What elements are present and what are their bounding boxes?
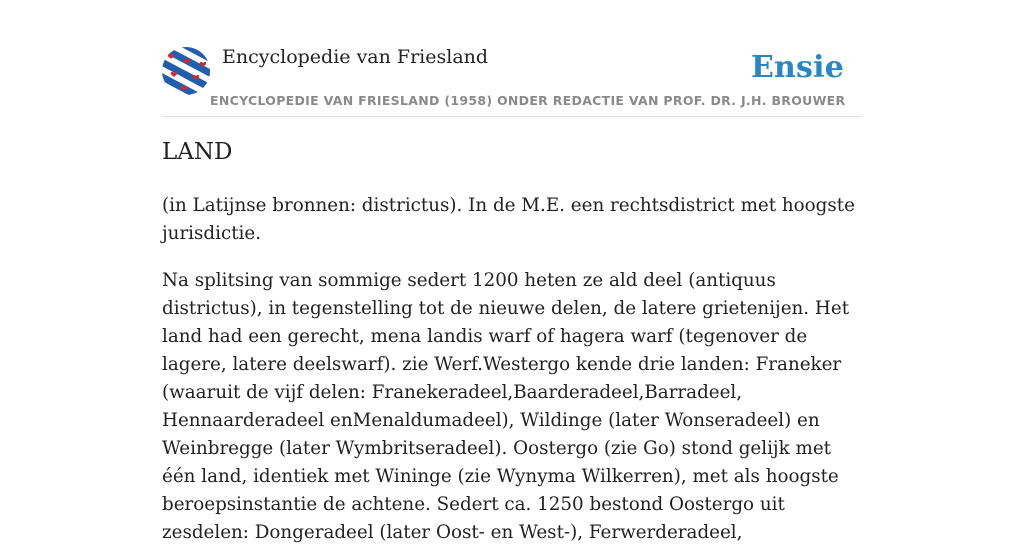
site-header (162, 0, 862, 117)
page-container (162, 0, 862, 543)
article-paragraph: (in Latijnse bronnen: districtus). In de M.E. een rechtsdistrict met hoogste jurisdictie. (162, 195, 855, 244)
article-paragraph: Na splitsing van sommige sedert 1200 heten ze ald deel (antiquus districtus), in tegenstelling tot de nieuwe delen, de latere grietenijen. Het land had een gerecht, mena landis warf of hagera warf (tegenover de lagere, latere deelswarf). zie Werf.Westergo kende drie landen: Franeker (waaruit de vijf delen: Franekeradeel,Baarderadeel,Barradeel, Hennaarderadeel enMenaldumadeel), Wildinge (later Wonseradeel) en Weinbregge (later Wymbritseradeel). Oostergo (zie Go) stond gelijk met één land, identiek met Wininge (zie Wynyma Wilkerren), met als hoogste beroepsinstantie de achtene. Sedert ca. 1250 bestond Oostergo uit zesdelen: Dongeradeel (later Oost- en West-), Ferwerderadeel, (162, 270, 850, 543)
article-title: LAND (162, 139, 233, 165)
site-title[interactable]: Encyclopedie van Friesland (222, 46, 489, 68)
ensie-logo[interactable]: Ensie (750, 50, 844, 85)
frisian-flag-icon[interactable] (162, 47, 210, 95)
encyclopedia-subtitle: ENCYCLOPEDIE VAN FRIESLAND (1958) ONDER REDACTIE VAN PROF. DR. J.H. BROUWER (210, 93, 846, 108)
